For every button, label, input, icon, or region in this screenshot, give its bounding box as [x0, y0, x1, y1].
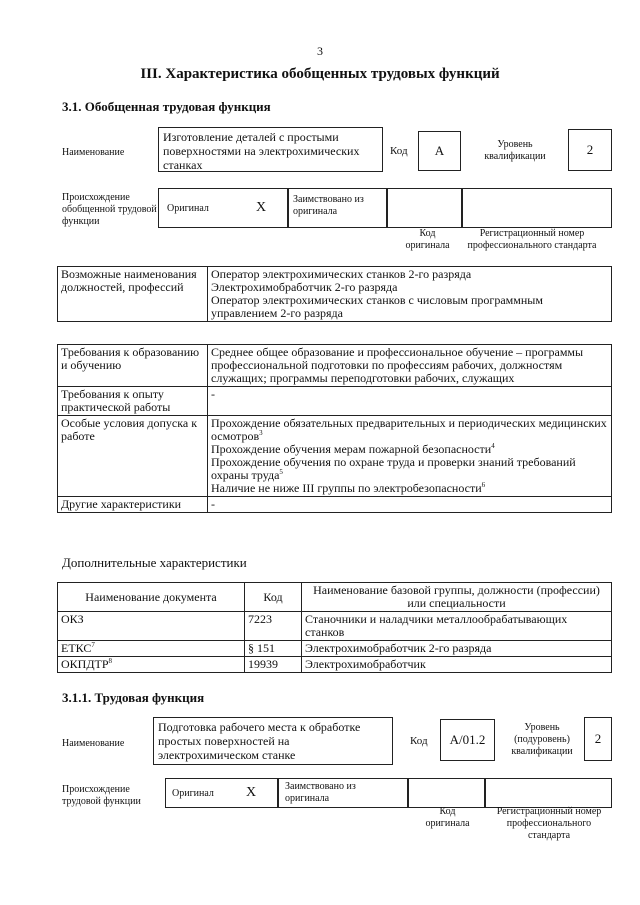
footnote-mark: 3: [259, 429, 263, 437]
footnote-mark: 6: [481, 481, 486, 489]
positions-table: [57, 266, 612, 322]
gtf-name-label: Наименование: [62, 147, 125, 158]
positions-list: [208, 267, 612, 322]
col-doc-header: Наименование документа: [58, 583, 245, 612]
page-number: 3: [317, 44, 323, 58]
footnote-mark: 7: [91, 641, 95, 649]
admission-item-text: Прохождение обучения по охране труда и проверки знаний требований охраны труда: [211, 455, 576, 482]
position-item: Электрохимобработчик 2-го разряда: [211, 280, 398, 294]
gtf-code-label: Код: [390, 145, 408, 157]
req-other-value: -: [208, 497, 612, 513]
row-code: § 151: [245, 641, 302, 657]
tf-original-label: Оригинал: [172, 788, 214, 799]
tf-level-label: Уровень (подуровень) квалификации: [511, 722, 573, 757]
section-title: III. Характеристика обобщенных трудовых функций: [140, 66, 500, 82]
table-row: [58, 612, 612, 641]
requirements-table: [57, 344, 612, 513]
gtf-code-orig-cell: [387, 188, 462, 228]
row-code: 19939: [245, 657, 302, 673]
admission-item: [211, 417, 608, 443]
tf-name-value: Подготовка рабочего места к обработке простых поверхностей на электрохимическом станке: [153, 717, 393, 765]
req-admission-list: [208, 416, 612, 497]
tf-borrowed-cell: Заимствовано из оригинала: [278, 778, 408, 808]
gtf-origin-label: Происхождение обобщенной трудовой функции: [62, 192, 157, 227]
gtf-heading: 3.1. Обобщенная трудовая функция: [62, 99, 271, 114]
row-doc: [58, 641, 245, 657]
req-education-label: Требования к образованию и обучению: [58, 345, 208, 387]
col-name-header: Наименование базовой группы, должности (профессии) или специальности: [302, 583, 612, 612]
position-item: Оператор электрохимических станков с числовым программным управлением 2-го разряда: [211, 293, 543, 320]
row-code: 7223: [245, 612, 302, 641]
admission-item: [211, 456, 608, 482]
row-doc: [58, 612, 245, 641]
doc-text: ОКЗ: [61, 612, 84, 626]
req-education-value: Среднее общее образование и профессиональное обучение – программы профессиональной подготовки по профессиям рабочих, должностям служащих; программы переподготовки рабочих, служащих: [208, 345, 612, 387]
req-admission-label: Особые условия допуска к работе: [58, 416, 208, 497]
additional-table: [57, 582, 612, 673]
table-row: [58, 641, 612, 657]
gtf-reg-num-label: Регистрационный номер профессионального стандарта: [467, 228, 597, 251]
footnote-mark: 8: [108, 657, 113, 665]
req-other-label: Другие характеристики: [58, 497, 208, 513]
footnote-mark: 5: [279, 468, 283, 476]
tf-reg-num-label: Регистрационный номер профессионального стандарта: [496, 806, 602, 841]
tf-code-label: Код: [410, 735, 428, 747]
row-name: Станочники и наладчики металлообрабатывающих станков: [302, 612, 612, 641]
table-row: [58, 657, 612, 673]
admission-item: [211, 482, 608, 495]
gtf-reg-num-cell: [462, 188, 612, 228]
admission-item-text: Прохождение обучения мерам пожарной безопасности: [211, 442, 492, 456]
tf-code-orig-cell: [408, 778, 485, 808]
tf-reg-num-cell: [485, 778, 612, 808]
tf-code-orig-label: Код оригинала: [425, 806, 470, 829]
gtf-code-value: A: [418, 131, 461, 171]
doc-text: ОКПДТР: [61, 657, 109, 671]
admission-item-text: Прохождение обязательных предварительных и периодических медицинских осмотров: [211, 416, 607, 443]
row-doc: [58, 657, 245, 673]
tf-original-mark: X: [246, 785, 257, 800]
gtf-name-value: Изготовление деталей с простыми поверхностями на электрохимических станках: [158, 127, 383, 172]
gtf-level-label: Уровень квалификации: [484, 139, 546, 162]
gtf-code-orig-label: Код оригинала: [405, 228, 450, 251]
gtf-borrowed-cell: Заимствовано из оригинала: [288, 188, 387, 228]
admission-item-text: Наличие не ниже III группы по электробезопасности: [211, 481, 482, 495]
tf-origin-label: Происхождение трудовой функции: [62, 784, 141, 807]
doc-text: ЕТКС: [61, 641, 92, 655]
gtf-original-label: Оригинал: [167, 203, 209, 214]
row-name: Электрохимобработчик: [302, 657, 612, 673]
footnote-mark: 4: [491, 442, 495, 450]
tf-level-value: 2: [584, 717, 612, 761]
position-item: Оператор электрохимических станков 2-го разряда: [211, 267, 472, 281]
additional-heading: Дополнительные характеристики: [62, 555, 247, 570]
req-experience-value: -: [208, 387, 612, 416]
tf-code-value: A/01.2: [440, 719, 495, 761]
req-experience-label: Требования к опыту практической работы: [58, 387, 208, 416]
positions-label: Возможные наименования должностей, профессий: [58, 267, 208, 322]
gtf-level-value: 2: [568, 129, 612, 171]
tf-name-label: Наименование: [62, 738, 125, 749]
row-name: Электрохимобработчик 2-го разряда: [302, 641, 612, 657]
gtf-original-mark: X: [256, 200, 267, 215]
tf-original-cell: [165, 778, 278, 808]
col-code-header: Код: [245, 583, 302, 612]
tf-heading: 3.1.1. Трудовая функция: [62, 690, 205, 705]
gtf-original-cell: [158, 188, 288, 228]
